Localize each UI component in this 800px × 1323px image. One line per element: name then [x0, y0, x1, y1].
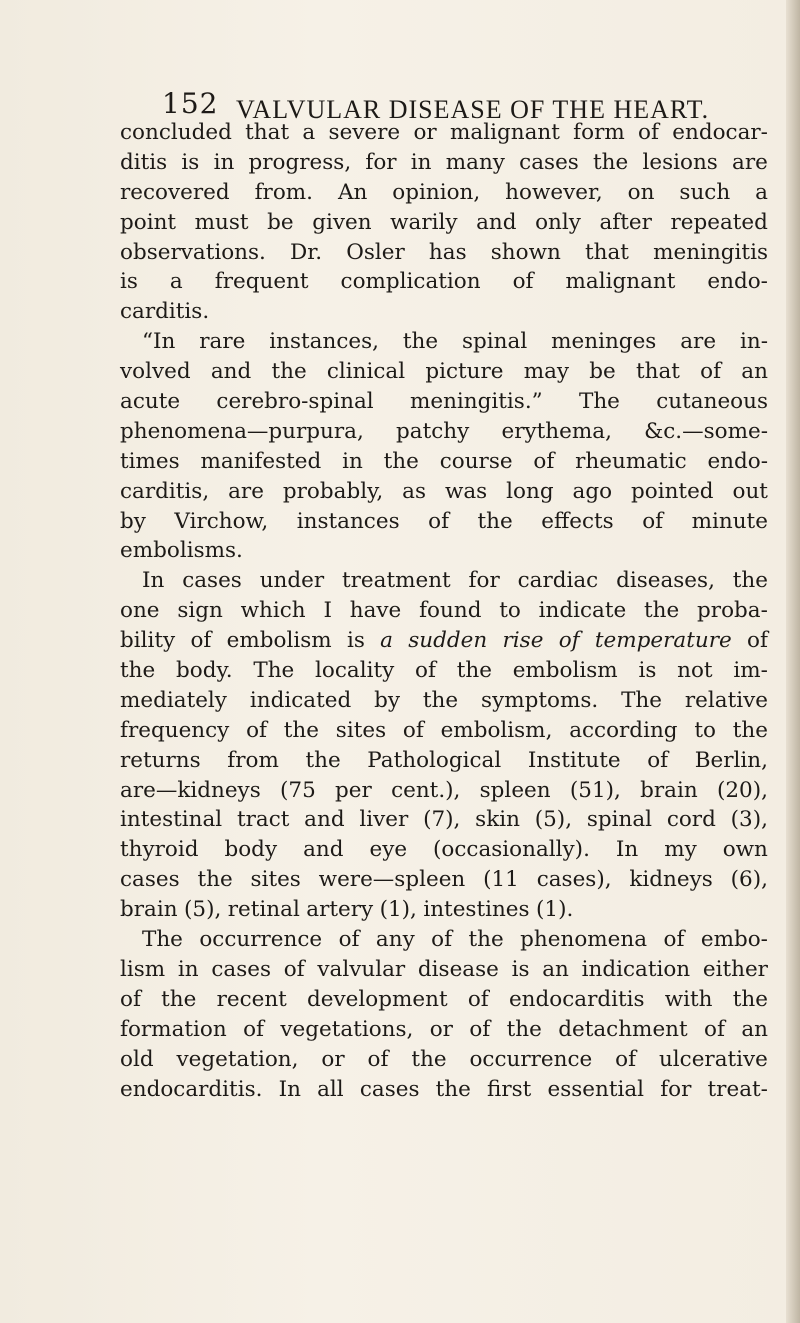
- word: In: [278, 1076, 301, 1102]
- word: valvular: [317, 956, 406, 982]
- word: in-: [739, 329, 768, 355]
- text-line: [120, 267, 768, 297]
- word: proba-: [697, 598, 768, 624]
- word: malignant: [565, 269, 676, 295]
- word: occurrence: [469, 1046, 593, 1072]
- text-line: [120, 865, 768, 895]
- word: by: [374, 687, 401, 713]
- word: and: [303, 837, 344, 863]
- word: (11: [483, 867, 519, 893]
- word: (6),: [730, 867, 768, 893]
- word: for: [660, 1076, 692, 1102]
- word: for: [468, 568, 500, 594]
- word: that: [585, 239, 629, 265]
- word: erythema,: [501, 418, 612, 444]
- word: and: [304, 807, 345, 833]
- word: phenomena—purpura,: [120, 418, 364, 444]
- word: a: [380, 628, 393, 654]
- word: The: [579, 389, 620, 415]
- text-line: [120, 387, 768, 417]
- word: recent: [216, 986, 287, 1012]
- word: an: [542, 956, 569, 982]
- word: of: [663, 927, 685, 953]
- word: (20),: [716, 777, 768, 803]
- word: &c.—some-: [644, 418, 768, 444]
- word: by: [120, 508, 146, 534]
- word: endocarditis: [508, 986, 645, 1012]
- text-line: [120, 776, 768, 806]
- text-line: [120, 238, 768, 268]
- text-line: [120, 357, 768, 387]
- word: thyroid: [120, 837, 199, 863]
- word: however,: [505, 179, 603, 205]
- word: ago: [572, 478, 613, 504]
- word: Virchow,: [174, 508, 269, 534]
- word: kidneys: [629, 867, 713, 893]
- text-line: [120, 626, 768, 656]
- word: of: [367, 1046, 389, 1072]
- word: of: [120, 986, 141, 1012]
- word: from: [227, 747, 279, 773]
- word: recovered: [120, 179, 230, 205]
- word: all: [317, 1076, 344, 1102]
- word: cent.),: [391, 777, 461, 803]
- text-line: [120, 477, 768, 507]
- word: on: [627, 179, 655, 205]
- word: relative: [684, 687, 768, 713]
- word: of: [415, 658, 436, 684]
- word: probably,: [282, 478, 384, 504]
- text-line: [120, 178, 768, 208]
- word: that: [245, 120, 290, 145]
- word: The: [621, 687, 663, 713]
- word: of: [747, 628, 768, 654]
- word: im-: [733, 658, 768, 684]
- word: sites: [250, 867, 301, 893]
- word: volved: [120, 359, 191, 385]
- text-line: [120, 118, 768, 148]
- word: of: [246, 717, 268, 743]
- word: are—kidneys: [120, 777, 261, 803]
- word: sudden: [408, 628, 488, 654]
- word: shown: [490, 239, 561, 265]
- word: the: [468, 927, 504, 953]
- word: the: [732, 717, 768, 743]
- word: phenomena: [520, 927, 648, 953]
- word: to: [499, 598, 521, 624]
- word: An: [337, 179, 368, 205]
- word: cases: [182, 568, 242, 594]
- word: body: [224, 837, 278, 863]
- word: cord: [666, 807, 716, 833]
- word: of: [512, 269, 534, 295]
- word: course: [439, 448, 513, 474]
- word: to: [694, 717, 716, 743]
- text-line: [120, 895, 768, 925]
- word: many: [445, 149, 505, 175]
- word: clinical: [326, 359, 406, 385]
- text-line: [120, 925, 768, 955]
- word: warily: [390, 209, 458, 235]
- text-line: [120, 596, 768, 626]
- word: was: [444, 478, 488, 504]
- word: old: [120, 1046, 154, 1072]
- body-text: [120, 118, 768, 1104]
- word: of: [615, 1046, 637, 1072]
- word: complication: [340, 269, 481, 295]
- word: (75: [280, 777, 316, 803]
- word: Dr.: [290, 239, 323, 265]
- word: pointed: [631, 478, 714, 504]
- word: spinal: [462, 329, 528, 355]
- word: the: [456, 658, 492, 684]
- text-line: [120, 148, 768, 178]
- word: times: [120, 448, 180, 474]
- word: have: [349, 598, 402, 624]
- text-line: [120, 297, 768, 327]
- word: embo-: [700, 927, 768, 953]
- word: of: [533, 448, 555, 474]
- word: are: [680, 329, 717, 355]
- word: found: [419, 598, 482, 624]
- word: (5),: [534, 807, 573, 833]
- word: the: [506, 1016, 542, 1042]
- text-line: [120, 656, 768, 686]
- word: malignant: [450, 120, 560, 145]
- word: and: [476, 209, 517, 235]
- word: locality: [315, 658, 395, 684]
- word: intestinal: [120, 807, 223, 833]
- text-line: [120, 566, 768, 596]
- word: as: [402, 478, 427, 504]
- word: repeated: [670, 209, 768, 235]
- word: of: [700, 359, 722, 385]
- word: intestines: [423, 897, 530, 923]
- word: opinion,: [392, 179, 481, 205]
- word: of: [402, 717, 424, 743]
- word: embolisms.: [120, 538, 243, 564]
- word: (occasionally).: [433, 837, 590, 863]
- word: frequent: [214, 269, 309, 295]
- word: indicate: [538, 598, 627, 624]
- word: mediately: [120, 687, 227, 713]
- word: of: [647, 747, 669, 773]
- word: of: [638, 120, 659, 145]
- word: in: [410, 149, 432, 175]
- word: that: [635, 359, 680, 385]
- word: meningitis.”: [409, 389, 543, 415]
- word: of: [704, 1016, 725, 1042]
- word: embolism: [512, 658, 618, 684]
- word: is: [638, 658, 657, 684]
- word: the: [305, 747, 341, 773]
- word: eye: [369, 837, 408, 863]
- word: either: [702, 956, 768, 982]
- word: symptoms.: [481, 687, 599, 713]
- word: artery: [306, 897, 374, 923]
- word: Osler: [346, 239, 405, 265]
- word: endo-: [707, 448, 768, 474]
- word: ditis: [120, 149, 168, 175]
- word: cases: [359, 1076, 420, 1102]
- word: cerebro-spinal: [216, 389, 374, 415]
- word: sites: [335, 717, 387, 743]
- word: detachment: [558, 1016, 688, 1042]
- word: an: [741, 359, 768, 385]
- text-line: [120, 536, 768, 566]
- word: development: [307, 986, 448, 1012]
- word: disease: [417, 956, 499, 982]
- word: is: [511, 956, 530, 982]
- word: after: [599, 209, 652, 235]
- word: in: [342, 448, 363, 474]
- word: indication: [581, 956, 691, 982]
- word: Institute: [527, 747, 621, 773]
- text-line: [120, 1045, 768, 1075]
- word: according: [569, 717, 678, 743]
- word: an: [741, 1016, 768, 1042]
- word: endo-: [707, 269, 768, 295]
- word: own: [722, 837, 768, 863]
- word: the: [593, 149, 629, 175]
- word: lesions: [642, 149, 718, 175]
- word: severe: [328, 120, 401, 145]
- word: of: [467, 986, 489, 1012]
- word: endocarditis.: [120, 1076, 263, 1102]
- word: form: [573, 120, 625, 145]
- text-line: [120, 686, 768, 716]
- word: the: [732, 986, 768, 1012]
- word: sign: [177, 598, 223, 624]
- word: of: [428, 508, 450, 534]
- word: skin: [475, 807, 520, 833]
- text-line: [120, 746, 768, 776]
- word: are: [228, 478, 264, 504]
- word: with: [664, 986, 713, 1012]
- word: of: [431, 927, 453, 953]
- word: embolism,: [440, 717, 553, 743]
- word: long: [506, 478, 554, 504]
- word: of: [558, 628, 580, 654]
- word: returns: [120, 747, 201, 773]
- word: “In: [142, 329, 176, 355]
- running-title: VALVULAR DISEASE OF THE HEART.: [236, 95, 710, 124]
- text-line: [120, 835, 768, 865]
- word: may: [523, 359, 570, 385]
- word: spleen: [479, 777, 551, 803]
- word: retinal: [227, 897, 300, 923]
- word: is: [181, 149, 200, 175]
- word: observations.: [120, 239, 266, 265]
- text-line: [120, 417, 768, 447]
- word: ulcerative: [658, 1046, 768, 1072]
- word: patchy: [396, 418, 470, 444]
- word: instances: [296, 508, 400, 534]
- word: Pathological: [367, 747, 502, 773]
- word: and: [210, 359, 252, 385]
- word: In: [615, 837, 639, 863]
- word: has: [428, 239, 467, 265]
- word: my: [664, 837, 697, 863]
- word: a: [169, 269, 183, 295]
- word: the: [402, 329, 439, 355]
- word: bility: [120, 628, 176, 654]
- word: lism: [120, 956, 166, 982]
- word: of: [469, 1016, 491, 1042]
- word: in: [213, 149, 235, 175]
- word: body.: [175, 658, 233, 684]
- word: the: [477, 508, 513, 534]
- word: I: [323, 598, 332, 624]
- word: are: [732, 149, 768, 175]
- word: first: [487, 1076, 532, 1102]
- text-line: [120, 1015, 768, 1045]
- word: is: [120, 269, 138, 295]
- word: instances,: [269, 329, 379, 355]
- word: or: [321, 1046, 345, 1072]
- word: only: [535, 209, 581, 235]
- page-edge: [786, 0, 800, 1323]
- word: brain: [640, 777, 698, 803]
- word: of: [642, 508, 664, 534]
- word: The: [142, 927, 183, 953]
- word: under: [259, 568, 325, 594]
- word: liver: [359, 807, 409, 833]
- text-line: [120, 507, 768, 537]
- text-line: [120, 985, 768, 1015]
- word: cardiac: [517, 568, 599, 594]
- word: carditis,: [120, 478, 210, 504]
- word: treatment: [342, 568, 451, 594]
- text-line: [120, 716, 768, 746]
- word: (1),: [379, 897, 417, 923]
- word: (51),: [569, 777, 621, 803]
- word: frequency: [120, 717, 230, 743]
- word: (3),: [730, 807, 768, 833]
- word: diseases,: [616, 568, 715, 594]
- word: carditis.: [120, 299, 210, 325]
- word: Berlin,: [694, 747, 768, 773]
- word: concluded: [120, 120, 232, 145]
- word: rise: [502, 628, 544, 654]
- word: one: [120, 598, 160, 624]
- word: the: [283, 717, 320, 743]
- page-number: 152: [162, 87, 219, 120]
- word: a: [302, 120, 316, 145]
- word: rheumatic: [575, 448, 687, 474]
- word: cutaneous: [656, 389, 768, 415]
- word: vegetations,: [280, 1016, 414, 1042]
- word: indicated: [249, 687, 352, 713]
- word: picture: [425, 359, 504, 385]
- word: formation: [120, 1016, 227, 1042]
- word: rare: [199, 329, 246, 355]
- word: the: [271, 359, 307, 385]
- word: tract: [236, 807, 290, 833]
- word: of: [283, 956, 305, 982]
- word: cases: [120, 867, 180, 893]
- word: brain: [120, 897, 178, 923]
- word: of: [338, 927, 360, 953]
- word: of: [190, 628, 212, 654]
- word: minute: [691, 508, 768, 534]
- word: were—spleen: [318, 867, 466, 893]
- word: The: [253, 658, 295, 684]
- word: vegetation,: [176, 1046, 299, 1072]
- word: or: [429, 1016, 453, 1042]
- word: the: [732, 568, 768, 594]
- word: per: [335, 777, 372, 803]
- word: occurrence: [199, 927, 323, 953]
- word: not: [677, 658, 713, 684]
- word: for: [365, 149, 397, 175]
- word: meningitis: [653, 239, 768, 265]
- word: in: [177, 956, 199, 982]
- word: the: [161, 986, 197, 1012]
- word: the: [197, 867, 233, 893]
- word: of: [243, 1016, 264, 1042]
- word: must: [194, 209, 249, 235]
- text-line: [120, 327, 768, 357]
- word: such: [679, 179, 731, 205]
- word: temperature: [594, 628, 732, 654]
- text-line: [120, 805, 768, 835]
- word: from.: [254, 179, 313, 205]
- word: embolism: [226, 628, 332, 654]
- word: cases),: [536, 867, 612, 893]
- word: the: [435, 1076, 471, 1102]
- word: point: [120, 209, 177, 235]
- word: the: [644, 598, 680, 624]
- word: meninges: [551, 329, 657, 355]
- word: the: [120, 658, 156, 684]
- word: manifested: [200, 448, 322, 474]
- word: any: [375, 927, 415, 953]
- word: (7),: [423, 807, 461, 833]
- text-line: [120, 447, 768, 477]
- text-line: [120, 955, 768, 985]
- word: be: [589, 359, 616, 385]
- word: is: [346, 628, 365, 654]
- word: acute: [120, 389, 181, 415]
- word: effects: [541, 508, 614, 534]
- text-line: [120, 1075, 768, 1105]
- word: endocar-: [672, 120, 768, 145]
- word: a: [755, 179, 768, 205]
- word: the: [383, 448, 419, 474]
- word: the: [411, 1046, 447, 1072]
- word: out: [732, 478, 768, 504]
- word: spinal: [586, 807, 653, 833]
- word: the: [422, 687, 459, 713]
- word: or: [413, 120, 437, 145]
- word: essential: [547, 1076, 645, 1102]
- word: (5),: [184, 897, 222, 923]
- word: cases: [211, 956, 272, 982]
- text-line: [120, 208, 768, 238]
- word: cases: [519, 149, 579, 175]
- word: be: [267, 209, 294, 235]
- word: treat-: [707, 1076, 768, 1102]
- word: given: [312, 209, 372, 235]
- word: which: [240, 598, 306, 624]
- word: (1).: [536, 897, 574, 923]
- word: In: [142, 568, 165, 594]
- word: progress,: [248, 149, 352, 175]
